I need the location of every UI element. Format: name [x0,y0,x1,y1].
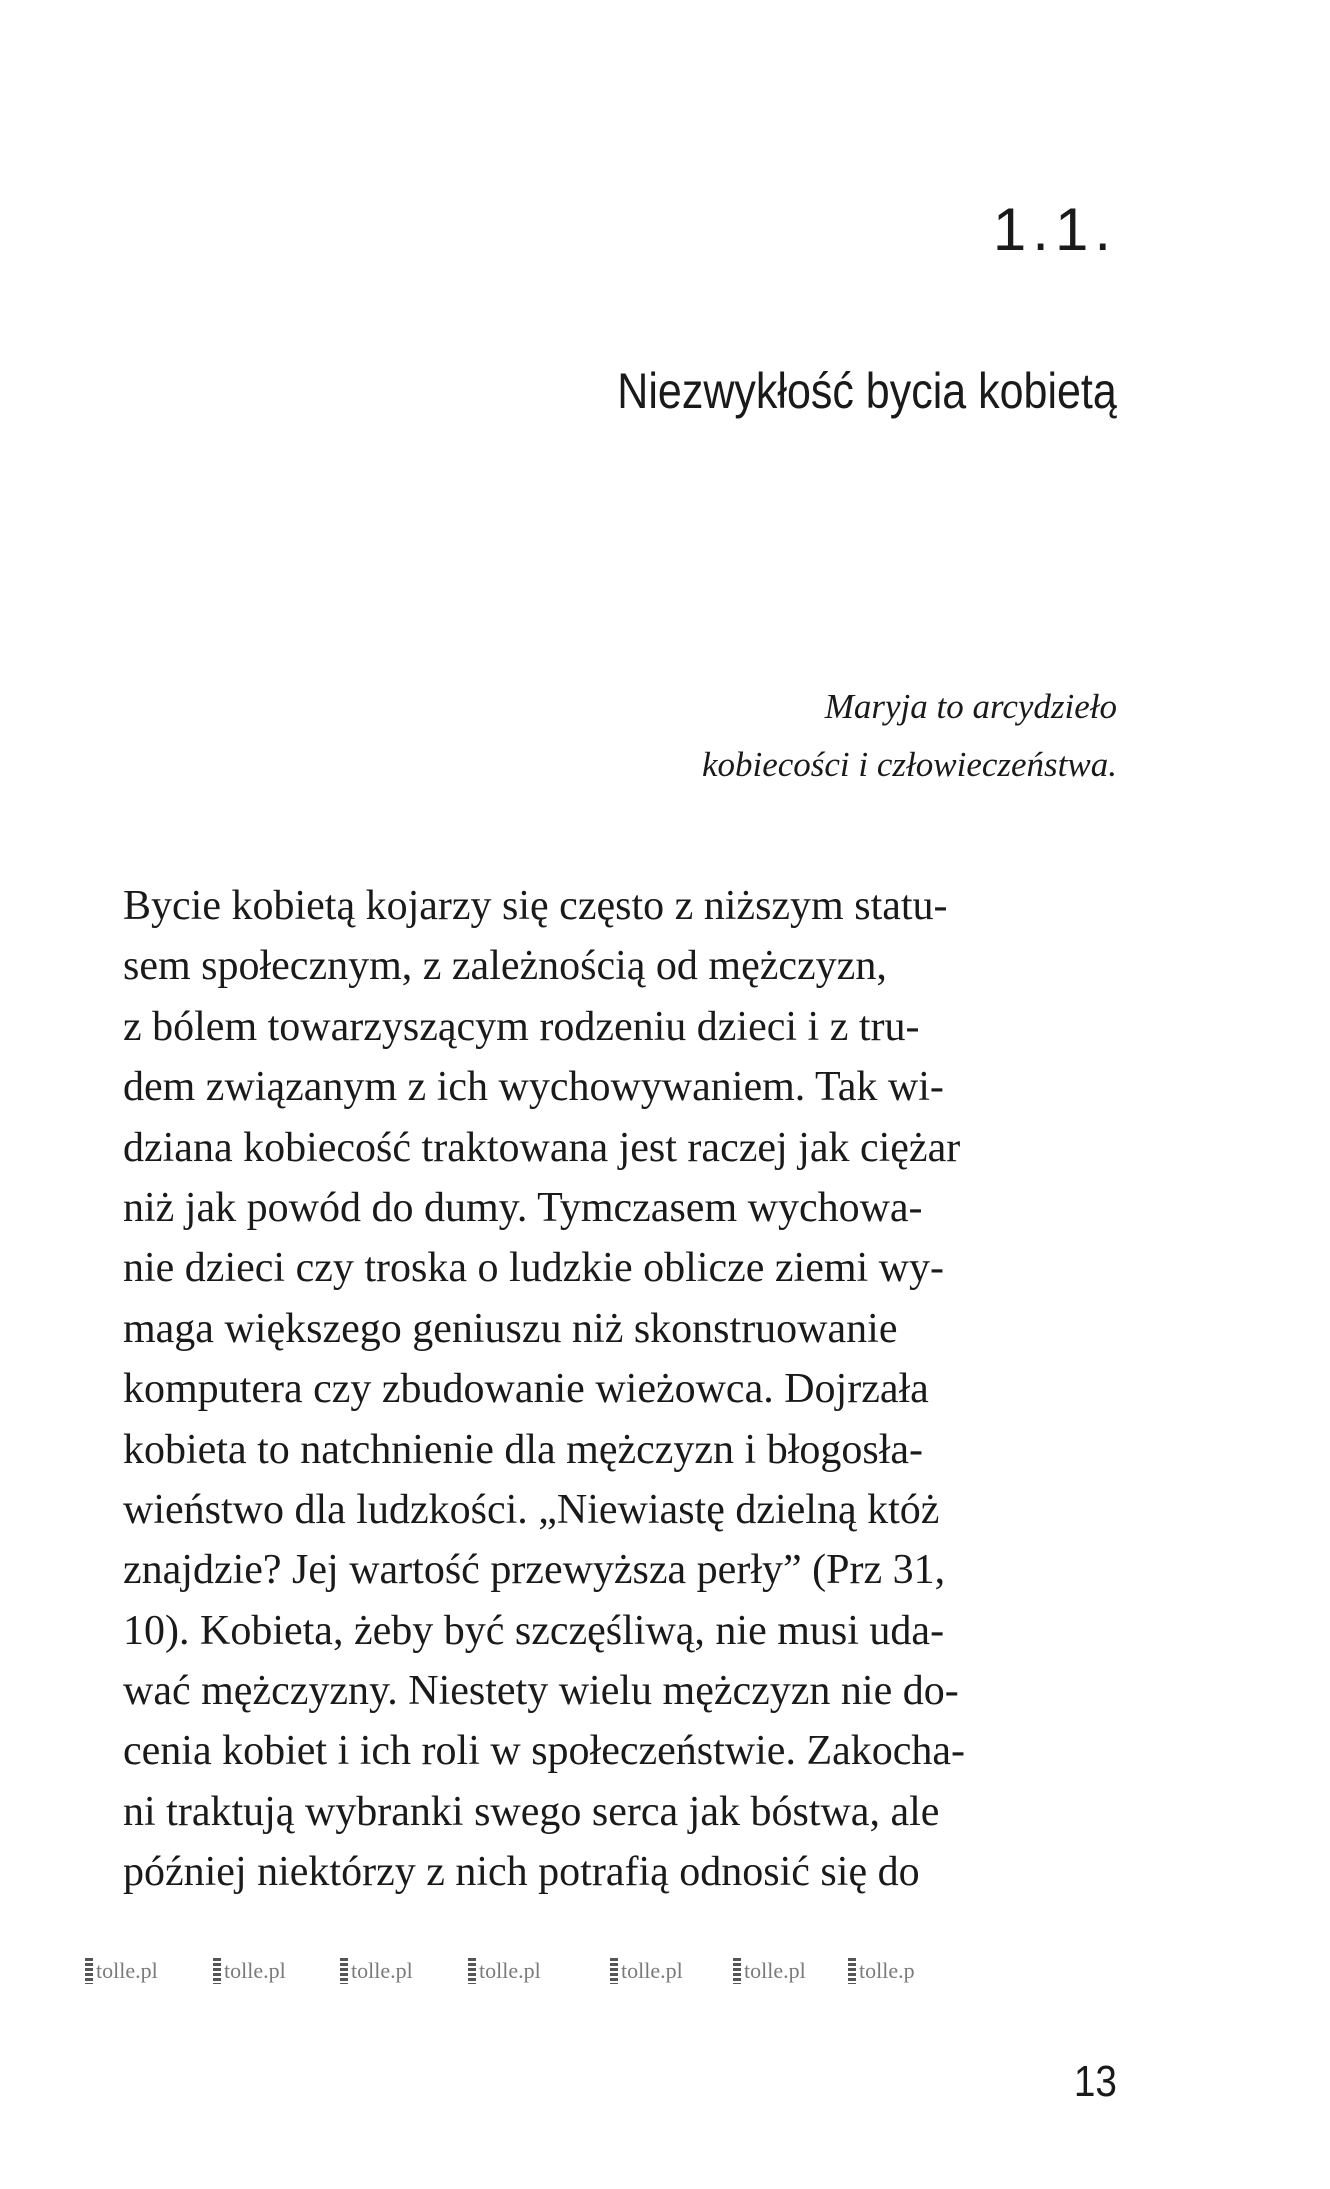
watermark-logo-icon [733,1958,741,1984]
body-line: sem społecznym, z zależnością od mężczyzn, [123,943,887,990]
body-line: nie dzieci czy troska o ludzkie oblicze ziemi wy- [123,1245,944,1292]
watermark-text: tolle.pl [351,1958,413,1983]
watermark-strip [85,1958,945,1998]
watermark-logo-icon [848,1958,856,1984]
watermark-logo-icon [468,1958,476,1984]
watermark-text: tolle.pl [479,1958,541,1983]
epigraph [702,678,1117,794]
body-line: z bólem towarzyszącym rodzeniu dzieci i z tru- [123,1003,920,1050]
watermark [213,1958,286,1984]
page-number: 13 [1073,2057,1117,2106]
body-line: niż jak powód do dumy. Tymczasem wychowa- [123,1184,923,1231]
watermark [468,1958,541,1984]
body-line: 10). Kobieta, żeby być szczęśliwą, nie musi uda- [123,1607,945,1654]
body-line: Bycie kobietą kojarzy się często z niższym statu- [123,883,948,929]
watermark-logo-icon [340,1958,348,1984]
watermark-text: tolle.pl [224,1958,286,1983]
body-line: dem związanym z ich wychowywaniem. Tak wi- [123,1064,944,1111]
body-line: kobieta to natchnienie dla mężczyzn i błogosła- [123,1426,924,1473]
body-paragraph [123,876,1117,1903]
body-line: wać mężczyzny. Niestety wielu mężczyzn nie do- [123,1668,959,1715]
chapter-title: Niezwykłość bycia kobietą [617,363,1117,419]
body-line: ni traktują wybranki swego serca jak bóstwa, ale [123,1788,940,1835]
body-line: wieństwo dla ludzkości. „Niewiastę dzielną któż [123,1486,940,1533]
watermark-text: tolle.p [859,1958,915,1983]
watermark-logo-icon [610,1958,618,1984]
body-line: komputera czy zbudowanie wieżowca. Dojrzała [123,1366,929,1413]
watermark-text: tolle.pl [621,1958,683,1983]
body-line: cenia kobiet i ich roli w społeczeństwie. Zakocha- [123,1728,966,1775]
body-line: później niektórzy z nich potrafią odnosić się do [123,1849,920,1896]
epigraph-line: Maryja to arcydzieło [824,687,1117,726]
epigraph-line: kobiecości i człowieczeństwa. [701,745,1117,784]
watermark [610,1958,683,1984]
watermark [85,1958,158,1984]
watermark-text: tolle.pl [96,1958,158,1983]
watermark-text: tolle.pl [744,1958,806,1983]
watermark [733,1958,806,1984]
watermark [340,1958,413,1984]
watermark-logo-icon [213,1958,221,1984]
watermark-logo-icon [85,1958,93,1984]
watermark [848,1958,915,1984]
chapter-number: 1.1. [992,196,1117,263]
body-line: dziana kobiecość traktowana jest raczej jak ciężar [123,1124,961,1171]
body-line: znajdzie? Jej wartość przewyższa perły” (Prz 31, [123,1547,946,1594]
body-line: maga większego geniuszu niż skonstruowanie [123,1305,898,1352]
